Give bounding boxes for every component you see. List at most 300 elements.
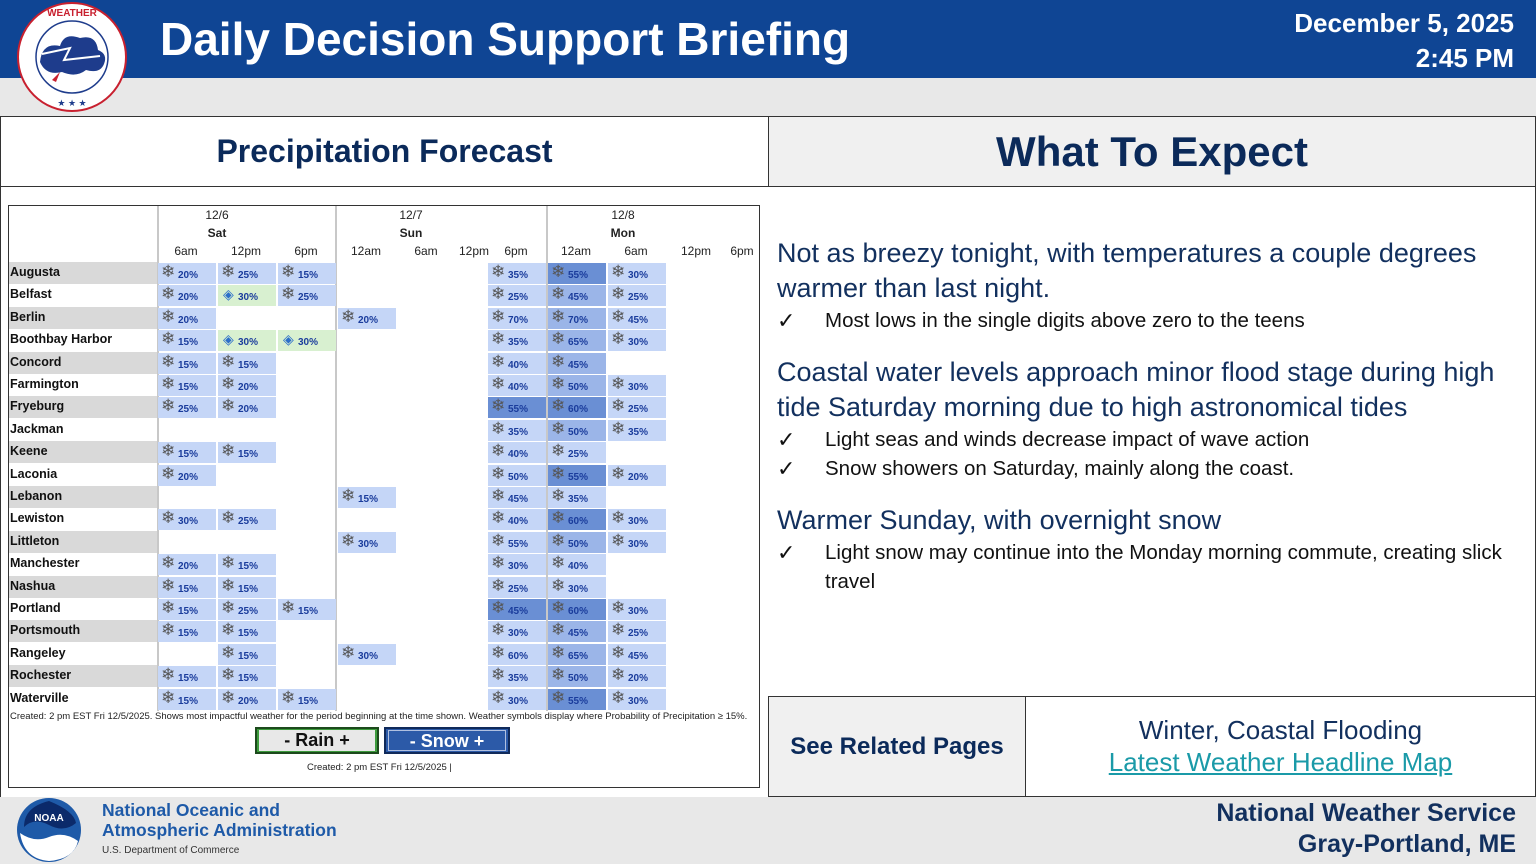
precip-chance: 35% (628, 426, 649, 438)
snow-chance-cell (338, 644, 396, 665)
checkmark-icon: ✓ (777, 540, 796, 565)
snowflake-icon: ❄ (551, 284, 566, 304)
snowflake-icon: ❄ (491, 575, 506, 595)
expect-headline: Not as breezy tonight, with temperatures a couple degrees warmer than last night. (777, 238, 1477, 303)
snow-chance-cell (548, 375, 606, 396)
svg-text:★ ★ ★: ★ ★ ★ (57, 98, 87, 108)
snow-chance-cell (158, 442, 216, 463)
snowflake-icon: ❄ (281, 262, 296, 281)
forecast-created: Created: 2 pm EST Fri 12/5/2025 | (307, 762, 452, 773)
section-gap (777, 483, 1517, 503)
checkmark-icon: ✓ (777, 308, 796, 333)
snowflake-icon: ❄ (491, 396, 506, 416)
page-title: Daily Decision Support Briefing (160, 13, 851, 65)
precip-chance: 30% (178, 516, 199, 528)
time-column-label: 6pm (730, 244, 754, 258)
snowflake-icon: ❄ (161, 374, 176, 393)
headline-map-link[interactable]: Latest Weather Headline Map (1108, 747, 1453, 777)
snowflake-icon: ❄ (281, 284, 296, 304)
expect-headline: Coastal water levels approach minor flood stage during high tide Saturday morning due to high astronomical tides (777, 357, 1495, 422)
precip-chance: 15% (238, 673, 259, 685)
snow-chance-cell (158, 308, 216, 329)
precip-chance: 15% (238, 650, 259, 662)
snow-chance-cell (158, 375, 216, 396)
snowflake-icon: ❄ (551, 687, 566, 707)
snow-chance-cell (548, 621, 606, 642)
snow-chance-cell (608, 308, 666, 329)
precip-chance: 45% (508, 606, 529, 617)
snow-chance-cell (488, 285, 546, 306)
snow-chance-cell (608, 644, 666, 665)
snow-chance-cell (608, 689, 666, 710)
snowflake-icon: ❄ (161, 396, 176, 416)
noaa-name-line1: National Oceanic and (102, 800, 280, 820)
precip-chance: 25% (238, 606, 259, 617)
precip-chance: 50% (568, 426, 589, 438)
nws-logo-icon (12, 2, 132, 112)
snow-chance-cell (278, 285, 336, 306)
precip-chance: 50% (568, 538, 589, 550)
snowflake-icon: ❄ (491, 508, 506, 528)
snow-chance-cell (338, 487, 396, 508)
city-label: Jackman (10, 421, 64, 436)
snow-chance-cell (218, 666, 276, 687)
day-name-label: Mon (610, 226, 636, 240)
expect-bullet (777, 425, 1517, 454)
snowflake-icon: ❄ (161, 508, 176, 528)
snowflake-icon: ❄ (221, 441, 236, 461)
day-date-label: 12/8 (611, 208, 635, 222)
snowflake-icon: ❄ (341, 642, 356, 662)
expect-bullet (777, 538, 1517, 596)
precip-chance: 30% (508, 561, 529, 573)
precip-chance: 40% (568, 561, 589, 573)
snowflake-icon: ❄ (221, 598, 236, 617)
time-column-label: 12pm (680, 244, 712, 258)
briefing-date: December 5, 2025 (1294, 8, 1514, 38)
precip-chance: 15% (178, 382, 199, 393)
precip-chance: 20% (178, 561, 199, 573)
snowflake-icon: ❄ (551, 418, 566, 438)
precip-chance: 15% (178, 449, 199, 461)
precip-chance: 50% (568, 382, 589, 393)
what-to-expect-title: What To Expect (996, 127, 1308, 175)
snow-chance-cell (548, 532, 606, 553)
snowflake-icon: ❄ (491, 418, 506, 438)
precip-chance: 20% (178, 270, 199, 281)
precip-chance: 30% (628, 516, 649, 528)
snow-chance-cell (608, 621, 666, 642)
related-pages-label-cell (768, 696, 1026, 797)
precip-chance: 40% (508, 516, 529, 528)
snow-chance-cell (158, 666, 216, 687)
precip-chance: 25% (238, 516, 259, 528)
snowflake-icon: ❄ (221, 687, 236, 707)
snowflake-icon: ❄ (551, 508, 566, 528)
snow-chance-cell (338, 532, 396, 553)
snow-chance-cell (488, 308, 546, 329)
snowflake-icon: ❄ (611, 329, 626, 349)
precip-chance: 30% (628, 538, 649, 550)
precip-chance: 30% (508, 628, 529, 640)
snow-chance-cell (278, 689, 336, 710)
snow-chance-cell (488, 644, 546, 665)
snowflake-icon: ❄ (491, 306, 506, 326)
snowflake-icon: ❄ (611, 620, 626, 640)
rain-toggle-label: - Rain + (259, 730, 375, 751)
day-name-label: Sun (399, 226, 423, 240)
precip-chance: 20% (628, 673, 649, 685)
precip-chance: 25% (298, 292, 319, 304)
time-column-label: 12pm (458, 244, 490, 258)
precip-chance: 25% (628, 628, 649, 640)
snowflake-icon: ❄ (491, 486, 506, 505)
snow-chance-cell (158, 465, 216, 486)
city-label: Lewiston (10, 511, 65, 526)
precip-chance: 55% (568, 471, 589, 483)
noaa-name (102, 800, 337, 840)
snowflake-icon: ❄ (551, 306, 566, 326)
checkmark-icon: ✓ (777, 456, 796, 481)
raindrop-icon: ◈ (223, 286, 234, 303)
snowflake-icon: ❄ (161, 262, 176, 281)
city-label: Laconia (10, 466, 58, 481)
snowflake-icon: ❄ (161, 306, 176, 326)
precip-chance: 20% (238, 695, 259, 707)
snow-chance-cell (488, 442, 546, 463)
snowflake-icon: ❄ (611, 665, 626, 685)
precip-chance: 65% (568, 337, 589, 349)
precip-chance: 30% (508, 695, 529, 707)
snowflake-icon: ❄ (551, 530, 566, 550)
snow-chance-cell (548, 465, 606, 486)
city-label: Lebanon (10, 489, 63, 503)
snow-chance-cell (488, 666, 546, 687)
snow-chance-cell (158, 353, 216, 374)
office-name (1216, 798, 1516, 860)
snow-chance-cell (608, 666, 666, 687)
city-label: Portland (10, 601, 61, 615)
snow-chance-cell (548, 487, 606, 508)
precip-chance: 45% (508, 494, 529, 505)
precip-chance: 15% (178, 359, 199, 371)
time-column-label: 6pm (294, 244, 318, 258)
precip-chance: 65% (568, 650, 589, 662)
precip-chance: 70% (508, 314, 529, 326)
snow-chance-cell (218, 509, 276, 530)
snowflake-icon: ❄ (491, 463, 506, 483)
snow-chance-cell (488, 330, 546, 351)
precip-chance: 20% (628, 471, 649, 483)
snowflake-icon: ❄ (491, 665, 506, 685)
snow-chance-cell (488, 621, 546, 642)
snow-chance-cell (608, 375, 666, 396)
expect-headline: Warmer Sunday, with overnight snow (777, 505, 1222, 535)
precip-chance: 50% (568, 673, 589, 685)
noaa-logo-text: NOAA (34, 813, 64, 824)
precip-chance: 45% (568, 359, 589, 371)
precip-chance: 35% (508, 426, 529, 438)
rain-chance-cell (218, 285, 276, 306)
city-label: Waterville (10, 690, 69, 705)
raindrop-icon: ◈ (283, 331, 294, 348)
snowflake-icon: ❄ (221, 642, 236, 662)
snow-chance-cell (338, 308, 396, 329)
precip-chance: 25% (238, 270, 259, 281)
precip-chance: 30% (298, 337, 319, 349)
precip-chance: 30% (358, 650, 379, 662)
city-label: Keene (10, 444, 48, 459)
time-column-label: 6am (174, 244, 198, 258)
snow-chance-cell (158, 554, 216, 575)
snowflake-icon: ❄ (491, 284, 506, 304)
snow-chance-cell (548, 554, 606, 575)
precip-chance: 40% (508, 359, 529, 371)
precip-chance: 25% (628, 292, 649, 304)
snow-chance-cell (488, 375, 546, 396)
snowflake-icon: ❄ (611, 508, 626, 528)
snowflake-icon: ❄ (221, 374, 236, 393)
expect-bullet (777, 454, 1517, 483)
precip-chance: 15% (358, 494, 379, 505)
snowflake-icon: ❄ (161, 598, 176, 617)
snow-chance-cell (548, 285, 606, 306)
snow-chance-cell (488, 465, 546, 486)
precip-chance: 45% (568, 292, 589, 304)
snow-chance-cell (488, 487, 546, 508)
city-label: Augusta (10, 265, 60, 279)
precip-chance: 20% (358, 314, 379, 326)
snow-chance-cell (608, 420, 666, 441)
snowflake-icon: ❄ (491, 642, 506, 662)
precip-chance: 55% (508, 404, 529, 416)
precip-chance: 30% (628, 382, 649, 393)
precip-chance: 55% (568, 695, 589, 707)
noaa-department: U.S. Department of Commerce (102, 845, 240, 856)
expect-bullet-text: Light snow may continue into the Monday morning commute, creating slick travel (825, 541, 1502, 593)
precip-chance: 15% (238, 628, 259, 640)
snow-chance-cell (158, 689, 216, 710)
snowflake-icon: ❄ (611, 530, 626, 550)
snow-chance-cell (218, 599, 276, 620)
snowflake-icon: ❄ (491, 351, 506, 371)
snow-chance-cell (608, 330, 666, 351)
snowflake-icon: ❄ (551, 262, 566, 281)
snow-chance-cell (488, 263, 546, 284)
snow-chance-cell (488, 420, 546, 441)
snowflake-icon: ❄ (551, 486, 566, 505)
snow-chance-cell (548, 666, 606, 687)
snow-chance-cell (158, 577, 216, 598)
precip-chance: 15% (238, 359, 259, 371)
snowflake-icon: ❄ (551, 351, 566, 371)
forecast-note: Created: 2 pm EST Fri 12/5/2025. Shows most impactful weather for the period beginning at the time shown. Weather symbols display where Probability of Precipitation ≥ 15%. (10, 711, 748, 722)
precip-chance: 40% (508, 449, 529, 461)
precip-chance: 60% (568, 516, 589, 528)
time-column-label: 12am (350, 244, 382, 258)
city-label: Concord (10, 354, 62, 369)
expect-bullet-text: Light seas and winds decrease impact of wave action (825, 428, 1310, 451)
snowflake-icon: ❄ (551, 598, 566, 617)
snow-chance-cell (218, 397, 276, 418)
precip-chance: 50% (508, 471, 529, 483)
snowflake-icon: ❄ (161, 441, 176, 461)
precip-chance: 30% (238, 337, 259, 349)
precip-chance: 35% (508, 673, 529, 685)
snowflake-icon: ❄ (551, 441, 566, 461)
precip-chance: 30% (628, 337, 649, 349)
day-date-label: 12/7 (399, 208, 423, 222)
snow-chance-cell (548, 644, 606, 665)
snow-toggle-label: - Snow + (388, 730, 506, 751)
snow-chance-cell (608, 465, 666, 486)
snowflake-icon: ❄ (611, 262, 626, 281)
precip-chance: 15% (238, 561, 259, 573)
snow-chance-cell (548, 577, 606, 598)
office-line1: National Weather Service (1216, 799, 1516, 827)
section-gap (777, 335, 1517, 355)
precip-chance: 35% (508, 337, 529, 349)
precip-chance: 55% (568, 270, 589, 281)
snow-chance-cell (548, 397, 606, 418)
snow-chance-cell (548, 599, 606, 620)
precip-chance: 35% (568, 494, 589, 505)
precip-chance: 30% (628, 606, 649, 617)
snow-chance-cell (488, 509, 546, 530)
precip-chance: 60% (508, 650, 529, 662)
snow-chance-cell (488, 532, 546, 553)
precip-chance: 15% (298, 606, 319, 617)
precip-chance: 55% (508, 538, 529, 550)
precip-forecast-table (8, 205, 760, 788)
precip-chance: 45% (628, 314, 649, 326)
snowflake-icon: ❄ (491, 553, 506, 573)
snow-toggle-button[interactable] (384, 727, 510, 754)
rain-chance-cell (218, 330, 276, 351)
precip-chance: 15% (178, 606, 199, 617)
snowflake-icon: ❄ (221, 396, 236, 416)
snow-chance-cell (218, 577, 276, 598)
snow-chance-cell (608, 397, 666, 418)
snow-chance-cell (608, 509, 666, 530)
snowflake-icon: ❄ (551, 575, 566, 595)
snow-chance-cell (158, 599, 216, 620)
snow-chance-cell (548, 353, 606, 374)
precip-chance: 20% (178, 314, 199, 326)
snowflake-icon: ❄ (491, 620, 506, 640)
city-label: Rochester (10, 668, 72, 683)
precip-chance: 30% (568, 583, 589, 595)
snowflake-icon: ❄ (161, 553, 176, 573)
snow-chance-cell (158, 263, 216, 284)
raindrop-icon: ◈ (223, 331, 234, 348)
city-label: Littleton (10, 533, 60, 548)
related-pages-box (1025, 696, 1536, 797)
precip-chance: 25% (568, 449, 589, 461)
precip-chance: 25% (508, 583, 529, 595)
snow-chance-cell (218, 442, 276, 463)
snowflake-icon: ❄ (161, 620, 176, 640)
snowflake-icon: ❄ (611, 463, 626, 483)
precip-forecast-title: Precipitation Forecast (216, 133, 553, 169)
snowflake-icon: ❄ (611, 284, 626, 304)
briefing-time: 2:45 PM (1415, 43, 1514, 73)
related-topics: Winter, Coastal Flooding (1138, 715, 1423, 745)
what-to-expect-list (777, 236, 1517, 596)
expect-bullet (777, 306, 1517, 335)
snowflake-icon: ❄ (161, 665, 176, 685)
snowflake-icon: ❄ (281, 598, 296, 617)
office-line2: Gray-Portland, ME (1297, 830, 1516, 858)
snowflake-icon: ❄ (221, 620, 236, 640)
snow-chance-cell (488, 577, 546, 598)
precip-chance: 15% (238, 449, 259, 461)
expect-bullet-text: Snow showers on Saturday, mainly along the coast. (825, 457, 1295, 480)
snowflake-icon: ❄ (161, 463, 176, 483)
snowflake-icon: ❄ (161, 329, 176, 349)
rain-chance-cell (278, 330, 336, 351)
snowflake-icon: ❄ (161, 687, 176, 707)
rain-toggle-button[interactable] (255, 727, 379, 754)
snowflake-icon: ❄ (221, 508, 236, 528)
snow-chance-cell (488, 397, 546, 418)
precip-chance: 20% (178, 292, 199, 304)
snow-chance-cell (158, 621, 216, 642)
precip-chance: 30% (628, 695, 649, 707)
precip-chance: 15% (238, 583, 259, 595)
snow-chance-cell (608, 263, 666, 284)
time-column-label: 12am (560, 244, 592, 258)
precip-chance: 45% (568, 628, 589, 640)
precip-chance: 45% (628, 650, 649, 662)
precip-chance: 25% (628, 404, 649, 416)
snowflake-icon: ❄ (341, 306, 356, 326)
precip-chance: 25% (508, 292, 529, 304)
snow-chance-cell (158, 330, 216, 351)
snowflake-icon: ❄ (341, 530, 356, 550)
snow-chance-cell (488, 353, 546, 374)
svg-text:WEATHER: WEATHER (47, 8, 97, 19)
snow-chance-cell (608, 285, 666, 306)
snow-chance-cell (548, 308, 606, 329)
snowflake-icon: ❄ (491, 441, 506, 461)
snowflake-icon: ❄ (491, 530, 506, 550)
city-label: Nashua (10, 578, 56, 593)
precip-chance: 15% (178, 695, 199, 707)
precip-chance: 25% (178, 404, 199, 416)
precip-chance: 15% (298, 270, 319, 281)
snowflake-icon: ❄ (551, 329, 566, 349)
snowflake-icon: ❄ (611, 374, 626, 393)
snow-chance-cell (218, 644, 276, 665)
snowflake-icon: ❄ (161, 284, 176, 304)
snow-chance-cell (218, 375, 276, 396)
snowflake-icon: ❄ (221, 575, 236, 595)
city-label: Rangeley (10, 645, 66, 660)
snowflake-icon: ❄ (491, 262, 506, 281)
snowflake-icon: ❄ (221, 262, 236, 281)
snow-chance-cell (548, 420, 606, 441)
precip-chance: 70% (568, 314, 589, 326)
what-to-expect-header (768, 116, 1536, 187)
snow-chance-cell (548, 263, 606, 284)
time-column-label: 6am (624, 244, 648, 258)
snow-chance-cell (608, 532, 666, 553)
snowflake-icon: ❄ (611, 598, 626, 617)
expect-bullet-text: Most lows in the single digits above zero to the teens (825, 309, 1305, 332)
precip-chance: 20% (178, 471, 199, 483)
snow-chance-cell (488, 554, 546, 575)
